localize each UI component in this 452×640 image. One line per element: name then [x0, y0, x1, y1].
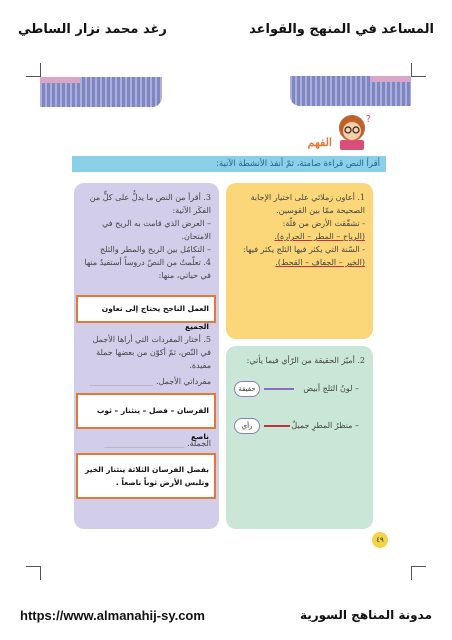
- exercise-1-text: [233, 191, 365, 269]
- footer-site-name: مدونة المناهج السورية: [299, 608, 432, 622]
- question-text: أميّز الحقيقة من الرّأي فيما يأتي:: [246, 356, 355, 365]
- answer-box-sentence: بفضل الفرسان الثلاثة ينثنار الخير وتلبس الأرض ثوباً ناصعاً .: [76, 453, 216, 499]
- question-number: 5.: [203, 335, 211, 344]
- exercise-3-item-2: – التكامُل بين الريح والمطر والثلج: [99, 245, 211, 254]
- answer-pill-fact: حقيقة: [234, 381, 260, 397]
- answer-box-lesson: العمل الناجح يحتاج إلى تعاون الجميع: [76, 295, 216, 323]
- crop-mark: [411, 566, 412, 580]
- arrow-icon: [264, 425, 290, 427]
- answer-pill-opinion: رأي: [234, 418, 260, 434]
- question-number: 4.: [203, 258, 211, 267]
- exercise-3-item-1: – العرض الذي قامت به الريح في الامتحان.: [102, 219, 211, 241]
- exercise-3-5-panel: [74, 183, 219, 529]
- crop-mark: [40, 63, 41, 77]
- question-text: أختار المفردات التي أراها الأجمل في النّص، ثمّ أكوّن من بعضها جملة مفيدة.: [92, 335, 211, 370]
- exercise-2-panel: [226, 346, 373, 529]
- question-text: أعاون زملائي على اختيار الإجابة الصحيحة ممّا بين القوسين.: [250, 193, 365, 215]
- exercise-1-panel: [226, 183, 373, 339]
- decorative-band-right: [290, 76, 411, 106]
- question-text: أقرأ من النص ما يدلُّ على كلٍّ من الفكَر الآتية:: [89, 193, 211, 215]
- crop-mark: [26, 566, 40, 567]
- exercise-3-text: [81, 191, 211, 282]
- crop-mark: [26, 76, 40, 77]
- page-number: ٤٩: [372, 532, 388, 548]
- section-label: الفهم: [307, 136, 332, 149]
- question-number: 3.: [203, 193, 211, 202]
- exercise-1-item-2: - السّنة التي يكثر فيها الثلج يكثر فيها:: [243, 245, 365, 254]
- decorative-band-left: [40, 77, 162, 107]
- question-number: 2.: [357, 356, 365, 365]
- exercise-5-text: [81, 333, 211, 372]
- header-left-title: رغد محمد نزار الساطي: [18, 22, 167, 37]
- question-number: 1.: [357, 193, 365, 202]
- exercise-1-item-1-options: (الرياح – المطر – الحرارة).: [274, 232, 365, 241]
- svg-text:?: ?: [365, 114, 371, 125]
- crop-mark: [411, 63, 412, 77]
- sentence-label: الجملة. ____________________: [104, 439, 211, 448]
- decorative-band-accent: [371, 76, 411, 82]
- reading-girl-illustration: [330, 108, 378, 154]
- crop-mark: [40, 566, 41, 580]
- decorative-band-accent: [40, 77, 80, 83]
- arrow-icon: [264, 388, 294, 390]
- header-right-title: المساعد في المنهج والقواعد: [249, 22, 434, 37]
- crop-mark: [412, 76, 426, 77]
- exercise-1-item-2-options: (الخير – الجفاف – القحط).: [275, 258, 365, 267]
- exercise-2-question: [233, 354, 365, 367]
- crop-mark: [412, 566, 426, 567]
- exercise-2-item-2: – منظرُ المطرِ جميلٌ: [291, 421, 359, 430]
- instruction-bar: أقرأ النص قراءة صامتة، ثمّ أنفذ الأنشطة الآتية:: [72, 156, 386, 172]
- vocab-label: مفرداتي الأجمل. ________________: [89, 377, 211, 386]
- answer-box-vocab: الفرسان – فضل – ينثنار – ثوب ناصع: [76, 393, 216, 429]
- exercise-2-item-1: – لونُ الثلج أبيض: [303, 384, 359, 393]
- exercise-1-item-1: - تشقّقت الأرض من قلّة:: [282, 219, 365, 228]
- footer-url[interactable]: https://www.almanahij-sy.com: [20, 608, 205, 623]
- question-text: تعلّمتُ من النصّ دروساً أستفيدُ منها في حياتي، منها:: [84, 258, 211, 280]
